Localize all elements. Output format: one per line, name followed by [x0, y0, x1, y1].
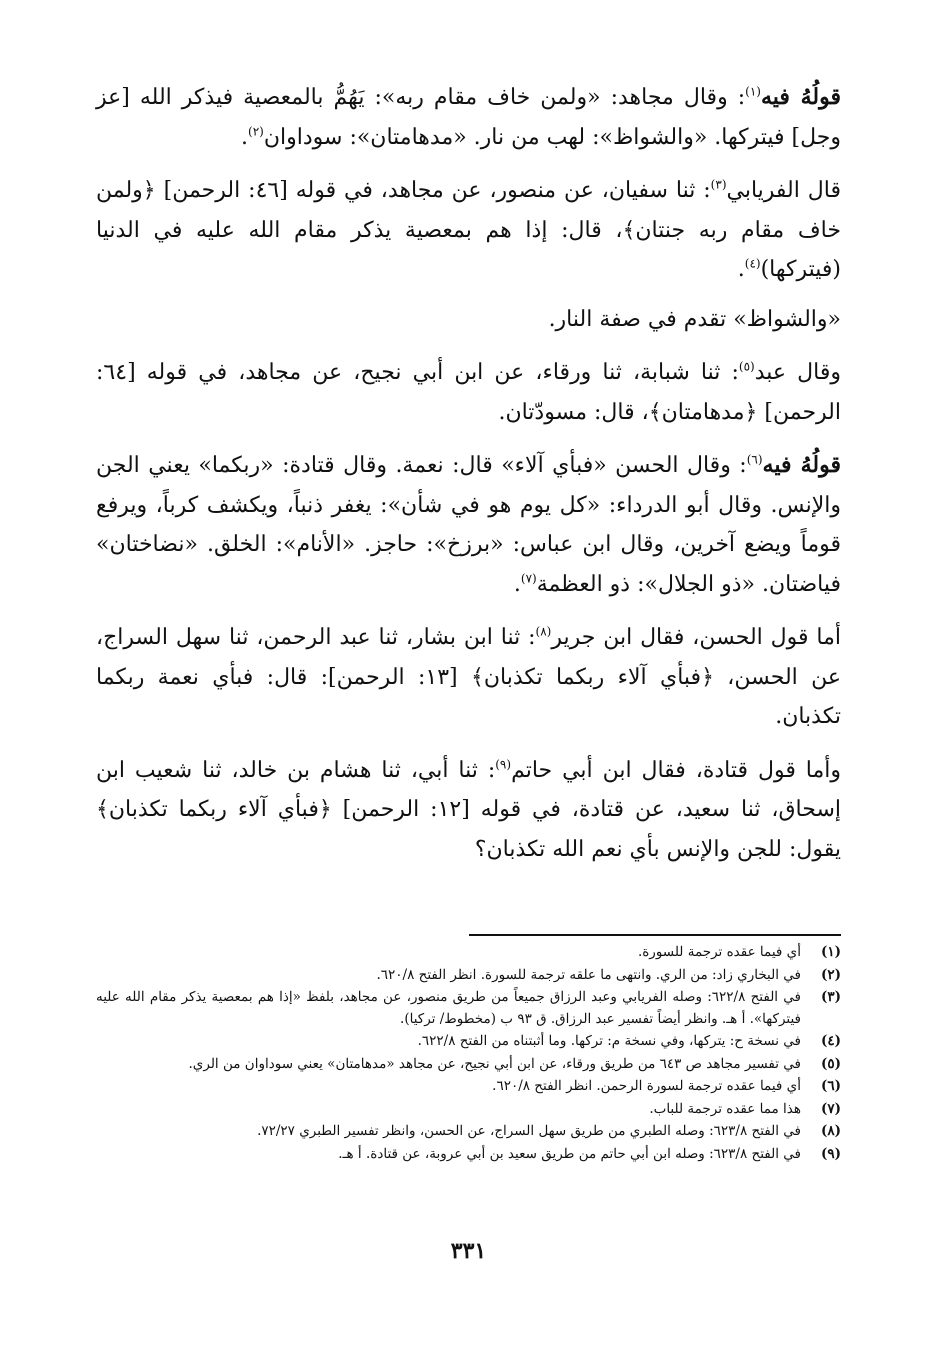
footnote-item [96, 1054, 841, 1076]
footnote-number: (٢) [820, 966, 841, 983]
footnote-text: في البخاري زاد: من الري. وانتهى ما علقه ترجمة للسورة. انظر الفتح ٦٢٠/٨. [376, 966, 801, 983]
footnote-ref: (٢) [248, 124, 264, 139]
footnote-ref: (٦) [746, 452, 763, 467]
paragraph-tail: : ثنا ابن بشار، ثنا عبد الرحمن، ثنا سهل السراج، عن الحسن، ﴿فبأي آلاء ربكما تكذبان﴾ [١٣: الرحمن]: قال: فبأي نعمة ربكما تكذبان. [96, 625, 842, 729]
heading-qawluhu: قولُهُ فيه [762, 452, 841, 478]
footnote-number: (٧) [820, 1100, 841, 1117]
footnote-number: (٩) [820, 1145, 841, 1162]
footnote-ref: (١) [745, 84, 761, 99]
paragraph-6 [96, 618, 841, 737]
footnote-text: هذا مما عقده ترجمة للباب. [649, 1100, 801, 1117]
heading-qawluhu: قولُهُ فيه [760, 84, 841, 110]
footnote-ref: (٤) [744, 256, 761, 271]
footnote-text: في الفتح ٦٢٣/٨: وصله ابن أبي حاتم من طريق سعيد بن أبي عروبة، عن قتادة. أ هـ. [338, 1145, 801, 1162]
paragraph-tail: . [513, 571, 521, 597]
footnote-item [96, 942, 841, 964]
footnote-item [96, 965, 841, 987]
footnotes [96, 942, 841, 1166]
footnote-item [96, 1031, 841, 1053]
paragraph-1 [96, 78, 841, 157]
footnote-item [96, 1121, 841, 1143]
footnote-ref: (٩) [495, 757, 512, 772]
paragraph-text: وقال عبد [754, 360, 841, 385]
footnote-item [96, 1076, 841, 1098]
paragraph-text: أما قول الحسن، فقال ابن جرير [551, 625, 841, 650]
footnote-item [96, 1144, 841, 1166]
footnote-ref: (٣) [710, 177, 727, 192]
paragraph-5 [96, 446, 841, 604]
footnote-ref: (٥) [738, 359, 755, 374]
footnote-text: في تفسير مجاهد ص ٦٤٣ من طريق ورقاء، عن ابن أبي نجيح، عن مجاهد «مدهامتان» يعني سوداوان من الري. [188, 1055, 801, 1072]
paragraph-text: : وقال الحسن «فبأي آلاء» قال: نعمة. وقال قتادة: «ربكما» يعني الجن والإنس. وقال أبو الدرداء: «كل يوم هو في شأن»: يغفر ذنباً، ويكشف كرباً، ويرفع قوماً ويضع آخرين، وقال ابن عباس: «برزخ»: حاجز. «الأنام»: الخلق. «نضاختان» فياضتان. «ذو الجلال»: ذو العظمة [96, 453, 841, 597]
paragraph-2 [96, 171, 841, 290]
footnote-number: (٥) [820, 1055, 841, 1072]
footnote-number: (٦) [820, 1078, 841, 1094]
footnote-item [96, 1099, 841, 1121]
footnote-text: أي فيما عقده ترجمة لسورة الرحمن. انظر الفتح ٦٢٠/٨. [492, 1078, 801, 1094]
footnote-ref: (٧) [520, 571, 537, 586]
paragraph-text: : وقال مجاهد: «ولمن خاف مقام ربه»: يَهُمُّ بالمعصية فيذكر الله [عز وجل] فيتركها. «والشواظ»: لهب من نار. «مدهامتان»: سوداوان [96, 85, 841, 150]
paragraph-7 [96, 751, 841, 870]
footnote-text: أي فيما عقده ترجمة للسورة. [637, 944, 801, 960]
paragraph-tail: . [241, 124, 249, 150]
footnote-divider [469, 934, 841, 936]
footnote-number: (٤) [820, 1033, 841, 1049]
main-text [96, 78, 841, 883]
paragraph-3 [96, 300, 841, 340]
paragraph-4 [96, 353, 841, 432]
footnote-ref: (٨) [535, 624, 552, 639]
footnote-text: في الفتح ٦٢٣/٨: وصله الطبري من طريق سهل السراج، عن الحسن، وانظر تفسير الطبري ٧٢/٢٧. [257, 1123, 801, 1139]
footnote-number: (١) [820, 944, 841, 960]
page-number: ٣٣١ [450, 1238, 487, 1264]
footnote-text: في الفتح ٦٢٢/٨: وصله الفريابي وعبد الرزاق جميعاً من طريق منصور، عن مجاهد، بلفظ «إذا هم بمعصية يذكر مقام الله عليه فيتركها». أ هـ. وانظر أيضاً تفسير عبد الرزاق. ق ٩٣ ب (مخطوط/ تركيا). [96, 989, 801, 1027]
paragraph-text: قال الفريابي [726, 178, 841, 203]
footnote-item [96, 987, 841, 1030]
paragraph-end: . [737, 257, 745, 282]
paragraph-tail: : ثنا أبي، ثنا هشام بن خالد، ثنا شعيب ابن إسحاق، ثنا سعيد، عن قتادة، في قوله [١٢: الرحمن] ﴿فبأي آلاء ربكما تكذبان﴾ يقول: للجن والإنس بأي نعم الله تكذبان؟ [96, 757, 842, 862]
paragraph-text: وأما قول قتادة، فقال ابن أبي حاتم [511, 757, 841, 783]
footnote-number: (٨) [820, 1123, 841, 1139]
footnote-text: في نسخة ح: يتركها، وفي نسخة م: تركها. وما أثبتناه من الفتح ٦٢٢/٨. [417, 1033, 801, 1049]
paragraph-tail: : ثنا سفيان، عن منصور، عن مجاهد، في قوله [٤٦: الرحمن] ﴿ولمن خاف مقام ربه جنتان﴾، قال: إذا هم بمعصية يذكر مقام الله عليه في الدنيا (فيتركها) [96, 178, 841, 282]
paragraph-text: «والشواظ» تقدم في صفة النار. [548, 306, 841, 332]
paragraph-tail: : ثنا شبابة، ثنا ورقاء، عن ابن أبي نجيح، عن مجاهد، في قوله [٦٤: الرحمن] ﴿مدهامتان﴾، قال: مسودّتان. [96, 360, 841, 425]
footnote-number: (٣) [820, 989, 841, 1005]
